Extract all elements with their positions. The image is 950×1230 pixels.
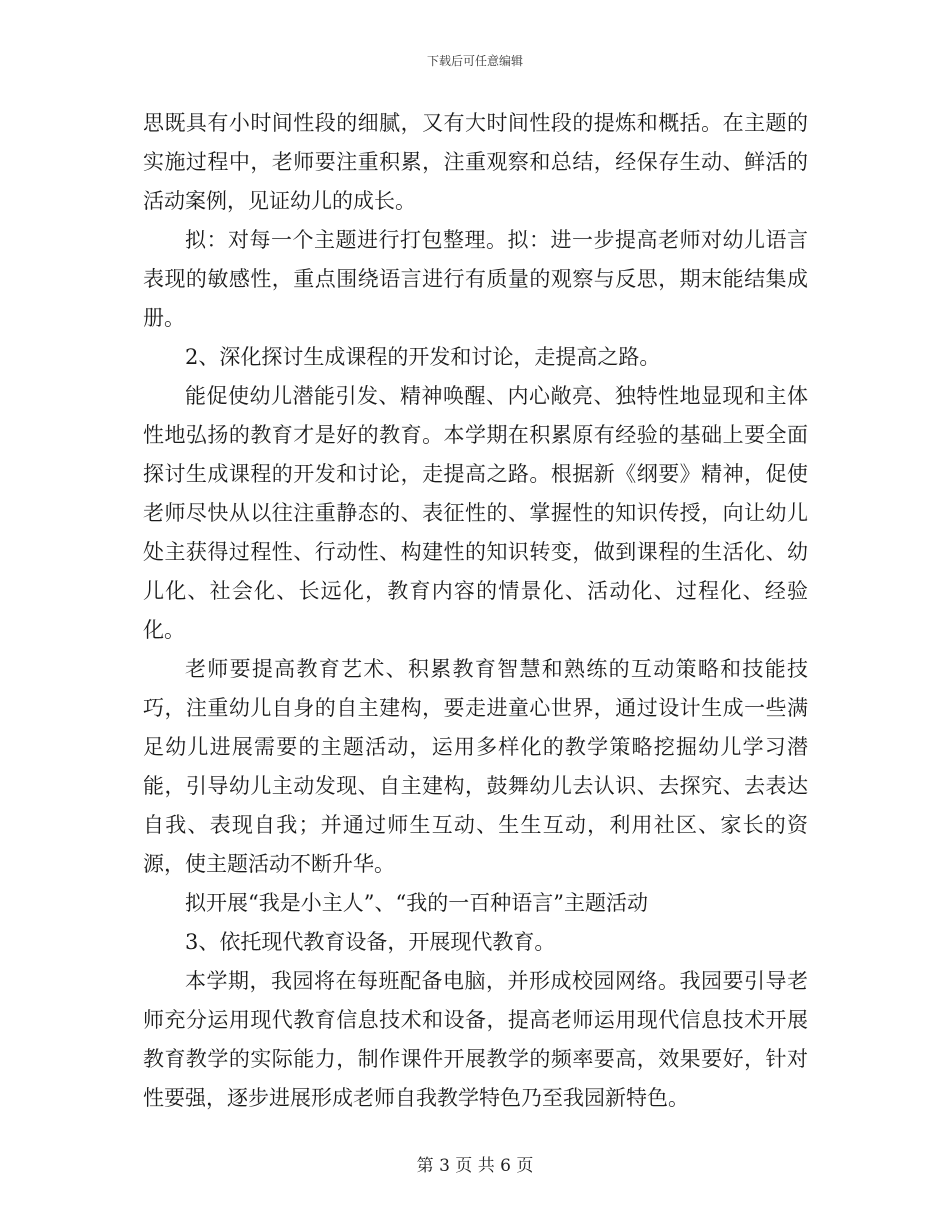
page-number: 第 3 页 共 6 页	[416, 1156, 534, 1176]
paragraph-8: 本学期，我园将在每班配备电脑，并形成校园网络。我园要引导老师充分运用现代教育信息技术和设备，提高老师运用现代信息技术开展教育教学的实际能力，制作课件开展教学的频率要高，效果要好，针对性要强，逐步进展形成老师自我教学特色乃至我园新特色。	[143, 969, 808, 1110]
page-header: 下载后可任意编辑	[426, 54, 523, 68]
document-body	[143, 104, 808, 1118]
paragraph-1: 思既具有小时间性段的细腻，又有大时间性段的提炼和概括。在主题的实施过程中，老师要注重积累，注重观察和总结，经保存生动、鲜活的活动案例，见证幼儿的成长。	[143, 111, 808, 213]
section-heading-3: 3、依托现代教育设备，开展现代教育。	[185, 930, 556, 954]
section-heading-2: 2、深化探讨生成课程的开发和讨论，走提高之路。	[185, 345, 661, 369]
paragraph-2: 拟：对每一个主题进行打包整理。拟：进一步提高老师对幼儿语言表现的敏感性，重点围绕语言进行有质量的观察与反思，期末能结集成册。	[143, 228, 808, 330]
paragraph-6: 拟开展“我是小主人”、“我的一百种语言”主题活动	[185, 891, 648, 915]
paragraph-5: 老师要提高教育艺术、积累教育智慧和熟练的互动策略和技能技巧，注重幼儿自身的自主建构，要走进童心世界，通过设计生成一些满足幼儿进展需要的主题活动，运用多样化的教学策略挖掘幼儿学习潜能，引导幼儿主动发现、自主建构，鼓舞幼儿去认识、去探究、去表达自我、表现自我；并通过师生互动、生生互动，利用社区、家长的资源，使主题活动不断升华。	[143, 657, 808, 876]
paragraph-4: 能促使幼儿潜能引发、精神唤醒、内心敞亮、独特性地显现和主体性地弘扬的教育才是好的教育。本学期在积累原有经验的基础上要全面探讨生成课程的开发和讨论，走提高之路。根据新《纲要》精神，促使老师尽快从以往注重静态的、表征性的、掌握性的知识传授，向让幼儿处主获得过程性、行动性、构建性的知识转变，做到课程的生活化、幼儿化、社会化、长远化，教育内容的情景化、活动化、过程化、经验化。	[143, 384, 808, 642]
